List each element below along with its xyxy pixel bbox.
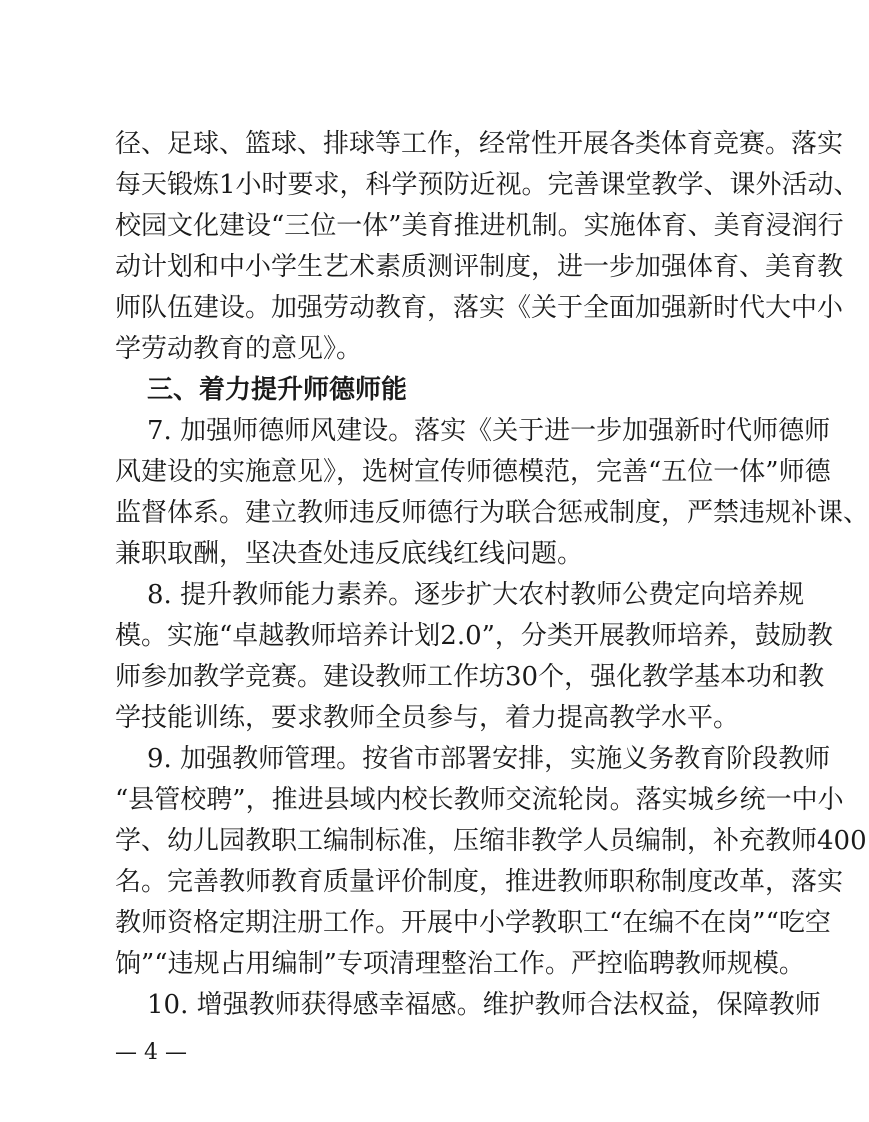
section-heading: 三、着力提升师德师能 [147,375,408,405]
paragraph-line: 7. 加强师德师风建设。落实《关于进一步加强新时代师德师 [147,416,831,446]
paragraph-line: 学技能训练，要求教师全员参与，着力提高教学水平。 [115,703,740,733]
paragraph-line: 教师资格定期注册工作。开展中小学教职工“在编不在岗”“吃空 [115,908,831,938]
paragraph-line: 学、幼儿园教职工编制标准，压缩非教学人员编制，补充教师400 [115,826,867,856]
paragraph-line: 师队伍建设。加强劳动教育，落实《关于全面加强新时代大中小 [115,293,844,323]
paragraph-line: 径、足球、篮球、排球等工作，经常性开展各类体育竞赛。落实 [115,129,844,159]
paragraph-line: 名。完善教师教育质量评价制度，推进教师职称制度改革，落实 [115,867,844,897]
paragraph-line: 8. 提升教师能力素养。逐步扩大农村教师公费定向培养规 [147,580,805,610]
paragraph-line: 师参加教学竞赛。建设教师工作坊30个，强化教学基本功和教 [115,662,825,692]
paragraph-line: 10. 增强教师获得感幸福感。维护教师合法权益，保障教师 [147,990,821,1020]
paragraph-line: 每天锻炼1小时要求，科学预防近视。完善课堂教学、课外活动、 [115,170,860,200]
paragraph-line: 风建设的实施意见》，选树宣传师德模范，完善“五位一体”师德 [115,457,831,487]
paragraph-line: 模。实施“卓越教师培养计划2.0”，分类开展教师培养，鼓励教 [115,621,833,651]
paragraph-line: 监督体系。建立教师违反师德行为联合惩戒制度，严禁违规补课、 [115,498,869,528]
page-number: — 4 — [115,1040,187,1065]
paragraph-line: 动计划和中小学生艺术素质测评制度，进一步加强体育、美育教 [115,252,844,282]
paragraph-line: 兼职取酬，坚决查处违反底线红线问题。 [115,539,584,569]
paragraph-line: 饷”“违规占用编制”专项清理整治工作。严控临聘教师规模。 [115,949,805,979]
paragraph-line: “县管校聘”，推进县域内校长教师交流轮岗。落实城乡统一中小 [115,785,844,815]
paragraph-line: 校园文化建设“三位一体”美育推进机制。实施体育、美育浸润行 [115,211,844,241]
paragraph-line: 学劳动教育的意见》。 [115,334,363,364]
paragraph-line: 9. 加强教师管理。按省市部署安排，实施义务教育阶段教师 [147,744,831,774]
